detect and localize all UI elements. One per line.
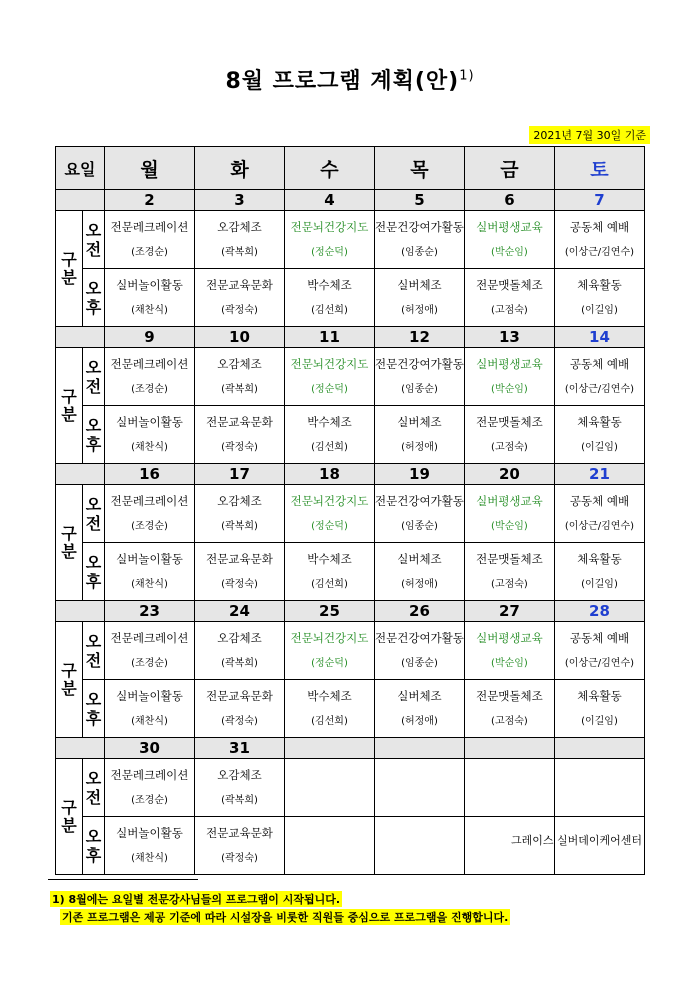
program-name: 체육활동 <box>577 277 622 292</box>
program-calendar <box>55 146 645 875</box>
morning-row <box>56 211 645 269</box>
program-name: 전문맷돌체조 <box>476 688 543 703</box>
session-text: 오 전 <box>85 220 102 259</box>
program-cell <box>105 269 195 327</box>
morning-row <box>56 348 645 406</box>
program-name: 박수체조 <box>307 551 352 566</box>
footnote-ref: 1) <box>459 68 475 84</box>
instructor-name: (김선희) <box>311 441 348 453</box>
morning-row <box>56 622 645 680</box>
instructor-name: (채찬식) <box>131 852 168 864</box>
program-cell <box>105 543 195 601</box>
am-label <box>83 622 105 680</box>
instructor-name: (고점숙) <box>491 441 528 453</box>
gubun-text: 구 분 <box>61 249 77 287</box>
gubun-text: 구 분 <box>61 660 77 698</box>
date-cell: 19 <box>374 464 464 485</box>
instructor-name: (이길임) <box>581 441 618 453</box>
program-name: 체육활동 <box>577 551 622 566</box>
instructor-name: (조경순) <box>131 246 168 258</box>
date-cell: 12 <box>374 327 464 348</box>
program-cell <box>554 622 644 680</box>
program-cell <box>374 211 464 269</box>
program-cell <box>195 680 285 738</box>
afternoon-row <box>56 406 645 464</box>
instructor-name: (임종순) <box>401 246 438 258</box>
instructor-name: (허정애) <box>401 304 438 316</box>
instructor-name: (곽정숙) <box>221 852 258 864</box>
program-name: 전문교육문화 <box>206 825 273 840</box>
program-name: 박수체조 <box>307 277 352 292</box>
program-cell <box>284 406 374 464</box>
date-row-spacer <box>56 190 105 211</box>
session-text: 오 후 <box>85 689 102 728</box>
session-text: 오 전 <box>85 494 102 533</box>
date-cell <box>374 738 464 759</box>
date-cell: 2 <box>105 190 195 211</box>
instructor-name: (이길임) <box>581 304 618 316</box>
program-name: 실버놀이활동 <box>116 277 183 292</box>
program-name: 박수체조 <box>307 688 352 703</box>
instructor-name: (곽정숙) <box>221 715 258 727</box>
session-text: 오 후 <box>85 415 102 454</box>
instructor-name: (이길임) <box>581 715 618 727</box>
program-name: 실버체조 <box>397 551 442 566</box>
date-cell: 25 <box>284 601 374 622</box>
program-name: 실버놀이활동 <box>116 825 183 840</box>
program-cell <box>464 759 554 817</box>
week-date-row <box>56 327 645 348</box>
program-cell <box>105 622 195 680</box>
program-cell <box>284 211 374 269</box>
instructor-name: (조경순) <box>131 520 168 532</box>
am-label <box>83 348 105 406</box>
program-name: 전문레크레이션 <box>110 493 189 508</box>
program-name: 공동체 예배 <box>569 493 630 508</box>
program-cell <box>284 348 374 406</box>
program-name: 실버체조 <box>397 414 442 429</box>
instructor-name: (임종순) <box>401 520 438 532</box>
instructor-name: (곽복희) <box>221 657 258 669</box>
program-name: 실버놀이활동 <box>116 414 183 429</box>
program-cell <box>554 759 644 817</box>
gubun-label <box>56 622 83 738</box>
program-name: 오감체조 <box>217 630 262 645</box>
date-cell: 21 <box>554 464 644 485</box>
date-cell: 6 <box>464 190 554 211</box>
program-name: 체육활동 <box>577 688 622 703</box>
afternoon-row <box>56 269 645 327</box>
program-name: 실버놀이활동 <box>116 688 183 703</box>
program-name: 전문건강여가활동 <box>375 630 464 645</box>
program-cell <box>284 269 374 327</box>
am-label <box>83 485 105 543</box>
gubun-label <box>56 759 83 875</box>
week-date-row <box>56 601 645 622</box>
program-name: 공동체 예배 <box>569 630 630 645</box>
program-cell <box>284 543 374 601</box>
morning-row <box>56 759 645 817</box>
instructor-name: (고점숙) <box>491 715 528 727</box>
program-cell <box>195 817 285 875</box>
program-cell <box>464 485 554 543</box>
date-cell: 3 <box>195 190 285 211</box>
date-cell: 11 <box>284 327 374 348</box>
date-cell: 26 <box>374 601 464 622</box>
program-cell <box>554 485 644 543</box>
week-date-row <box>56 464 645 485</box>
program-cell <box>464 211 554 269</box>
program-cell <box>554 680 644 738</box>
program-cell <box>195 348 285 406</box>
day-tue: 화 <box>195 147 285 190</box>
date-row-spacer <box>56 738 105 759</box>
instructor-name: (임종순) <box>401 657 438 669</box>
day-mon: 월 <box>105 147 195 190</box>
program-cell <box>464 680 554 738</box>
program-cell <box>105 406 195 464</box>
program-name: 실버평생교육 <box>476 219 543 234</box>
day-fri: 금 <box>464 147 554 190</box>
program-cell <box>374 680 464 738</box>
program-name: 실버평생교육 <box>476 630 543 645</box>
session-text: 오 전 <box>85 357 102 396</box>
instructor-name: (이길임) <box>581 578 618 590</box>
session-text: 오 후 <box>85 278 102 317</box>
session-text: 오 후 <box>85 826 102 865</box>
date-note: 2021년 7월 30일 기준 <box>529 126 650 144</box>
program-name: 전문맷돌체조 <box>476 414 543 429</box>
program-cell <box>105 817 195 875</box>
gubun-label <box>56 485 83 601</box>
program-name: 전문교육문화 <box>206 277 273 292</box>
program-name: 전문건강여가활동 <box>375 219 464 234</box>
date-cell <box>284 738 374 759</box>
instructor-name: (김선희) <box>311 304 348 316</box>
program-name: 전문레크레이션 <box>110 356 189 371</box>
program-cell <box>554 211 644 269</box>
instructor-name: (곽정숙) <box>221 441 258 453</box>
program-cell <box>374 759 464 817</box>
program-name: 공동체 예배 <box>569 356 630 371</box>
organization-name: 그레이스 실버데이케어센터 <box>510 834 642 847</box>
date-cell: 5 <box>374 190 464 211</box>
program-name: 전문건강여가활동 <box>375 356 464 371</box>
pm-label <box>83 817 105 875</box>
footnote-line-2: 기존 프로그램은 제공 기준에 따라 시설장을 비롯한 직원들 중심으로 프로그램을 진행합니다. <box>62 911 509 924</box>
program-name: 오감체조 <box>217 219 262 234</box>
program-cell <box>195 543 285 601</box>
program-cell <box>464 406 554 464</box>
program-name: 전문뇌건강지도 <box>290 219 369 234</box>
instructor-name: (채찬식) <box>131 304 168 316</box>
instructor-name: (김선희) <box>311 578 348 590</box>
program-cell <box>374 348 464 406</box>
program-cell <box>105 680 195 738</box>
program-name: 실버체조 <box>397 688 442 703</box>
program-name: 전문레크레이션 <box>110 630 189 645</box>
date-cell: 14 <box>554 327 644 348</box>
date-cell: 31 <box>195 738 285 759</box>
afternoon-row <box>56 680 645 738</box>
program-cell <box>554 269 644 327</box>
program-name: 오감체조 <box>217 767 262 782</box>
afternoon-row <box>56 543 645 601</box>
date-cell: 23 <box>105 601 195 622</box>
gubun-text: 구 분 <box>61 797 77 835</box>
morning-row <box>56 485 645 543</box>
instructor-name: (곽정숙) <box>221 578 258 590</box>
instructor-name: (허정애) <box>401 441 438 453</box>
program-name: 전문뇌건강지도 <box>290 630 369 645</box>
program-cell <box>284 817 374 875</box>
instructor-name: (박순임) <box>491 520 528 532</box>
am-label <box>83 759 105 817</box>
instructor-name: (곽복희) <box>221 246 258 258</box>
date-row-spacer <box>56 601 105 622</box>
pm-label <box>83 543 105 601</box>
instructor-name: (고점숙) <box>491 578 528 590</box>
instructor-name: (조경순) <box>131 794 168 806</box>
program-name: 전문맷돌체조 <box>476 551 543 566</box>
date-cell: 30 <box>105 738 195 759</box>
program-name: 전문건강여가활동 <box>375 493 464 508</box>
instructor-name: (곽복희) <box>221 794 258 806</box>
instructor-name: (이상근/김연수) <box>564 657 635 669</box>
program-name: 실버놀이활동 <box>116 551 183 566</box>
program-name: 전문교육문화 <box>206 551 273 566</box>
am-label <box>83 211 105 269</box>
instructor-name: (허정애) <box>401 578 438 590</box>
program-name: 체육활동 <box>577 414 622 429</box>
gubun-label <box>56 348 83 464</box>
date-cell <box>554 738 644 759</box>
date-row-spacer <box>56 327 105 348</box>
program-name: 전문뇌건강지도 <box>290 493 369 508</box>
program-cell <box>284 680 374 738</box>
week-date-row <box>56 190 645 211</box>
gubun-text: 구 분 <box>61 386 77 424</box>
program-cell <box>195 269 285 327</box>
program-cell <box>554 348 644 406</box>
week-date-row <box>56 738 645 759</box>
instructor-name: (곽복희) <box>221 383 258 395</box>
program-cell <box>374 817 464 875</box>
instructor-name: (고점숙) <box>491 304 528 316</box>
date-cell: 28 <box>554 601 644 622</box>
program-cell <box>284 622 374 680</box>
date-cell: 9 <box>105 327 195 348</box>
date-cell: 27 <box>464 601 554 622</box>
program-cell <box>374 406 464 464</box>
date-cell: 18 <box>284 464 374 485</box>
program-cell <box>464 269 554 327</box>
program-name: 박수체조 <box>307 414 352 429</box>
program-cell <box>195 406 285 464</box>
program-cell <box>374 622 464 680</box>
instructor-name: (박순임) <box>491 657 528 669</box>
footnote-line-1: 1) 8월에는 요일별 전문강사님들의 프로그램이 시작됩니다. <box>52 893 341 906</box>
day-thu: 목 <box>374 147 464 190</box>
program-cell <box>554 543 644 601</box>
program-name: 전문레크레이션 <box>110 767 189 782</box>
instructor-name: (곽정숙) <box>221 304 258 316</box>
pm-label <box>83 680 105 738</box>
day-sat: 토 <box>554 147 644 190</box>
yoil-label: 요일 <box>56 147 105 190</box>
instructor-name: (김선희) <box>311 715 348 727</box>
instructor-name: (박순임) <box>491 383 528 395</box>
pm-label <box>83 269 105 327</box>
program-cell <box>464 622 554 680</box>
date-cell: 16 <box>105 464 195 485</box>
session-text: 오 전 <box>85 768 102 807</box>
date-cell: 24 <box>195 601 285 622</box>
instructor-name: (정순덕) <box>311 657 348 669</box>
instructor-name: (허정애) <box>401 715 438 727</box>
program-cell <box>374 269 464 327</box>
instructor-name: (이상근/김연수) <box>564 383 635 395</box>
program-cell <box>374 485 464 543</box>
session-text: 오 후 <box>85 552 102 591</box>
program-cell <box>195 759 285 817</box>
program-cell <box>554 406 644 464</box>
gubun-text: 구 분 <box>61 523 77 561</box>
program-cell <box>464 348 554 406</box>
pm-label <box>83 406 105 464</box>
program-cell <box>464 543 554 601</box>
date-cell: 17 <box>195 464 285 485</box>
date-cell: 13 <box>464 327 554 348</box>
program-name: 실버체조 <box>397 277 442 292</box>
program-cell <box>284 485 374 543</box>
program-name: 오감체조 <box>217 493 262 508</box>
program-cell <box>105 759 195 817</box>
program-name: 공동체 예배 <box>569 219 630 234</box>
program-name: 전문레크레이션 <box>110 219 189 234</box>
program-name: 실버평생교육 <box>476 493 543 508</box>
program-cell <box>105 485 195 543</box>
program-name: 전문교육문화 <box>206 414 273 429</box>
program-cell <box>195 485 285 543</box>
program-cell <box>105 211 195 269</box>
program-name: 전문맷돌체조 <box>476 277 543 292</box>
program-cell <box>284 759 374 817</box>
date-cell <box>464 738 554 759</box>
weekday-header <box>56 147 645 190</box>
instructor-name: (곽복희) <box>221 520 258 532</box>
instructor-name: (채찬식) <box>131 441 168 453</box>
instructor-name: (정순덕) <box>311 383 348 395</box>
program-name: 오감체조 <box>217 356 262 371</box>
program-cell <box>195 211 285 269</box>
footnote-divider <box>48 879 198 880</box>
program-name: 전문교육문화 <box>206 688 273 703</box>
program-cell <box>195 622 285 680</box>
instructor-name: (이상근/김연수) <box>564 246 635 258</box>
gubun-label <box>56 211 83 327</box>
program-name: 실버평생교육 <box>476 356 543 371</box>
instructor-name: (채찬식) <box>131 715 168 727</box>
instructor-name: (정순덕) <box>311 246 348 258</box>
instructor-name: (정순덕) <box>311 520 348 532</box>
program-cell <box>374 543 464 601</box>
instructor-name: (이상근/김연수) <box>564 520 635 532</box>
instructor-name: (임종순) <box>401 383 438 395</box>
instructor-name: (박순임) <box>491 246 528 258</box>
day-wed: 수 <box>284 147 374 190</box>
page-title: 8월 프로그램 계획(안)$^{1)}$ <box>225 68 475 94</box>
date-cell: 4 <box>284 190 374 211</box>
date-cell: 20 <box>464 464 554 485</box>
date-cell: 7 <box>554 190 644 211</box>
instructor-name: (채찬식) <box>131 578 168 590</box>
session-text: 오 전 <box>85 631 102 670</box>
instructor-name: (조경순) <box>131 383 168 395</box>
program-cell <box>105 348 195 406</box>
date-row-spacer <box>56 464 105 485</box>
instructor-name: (조경순) <box>131 657 168 669</box>
program-name: 전문뇌건강지도 <box>290 356 369 371</box>
date-cell: 10 <box>195 327 285 348</box>
